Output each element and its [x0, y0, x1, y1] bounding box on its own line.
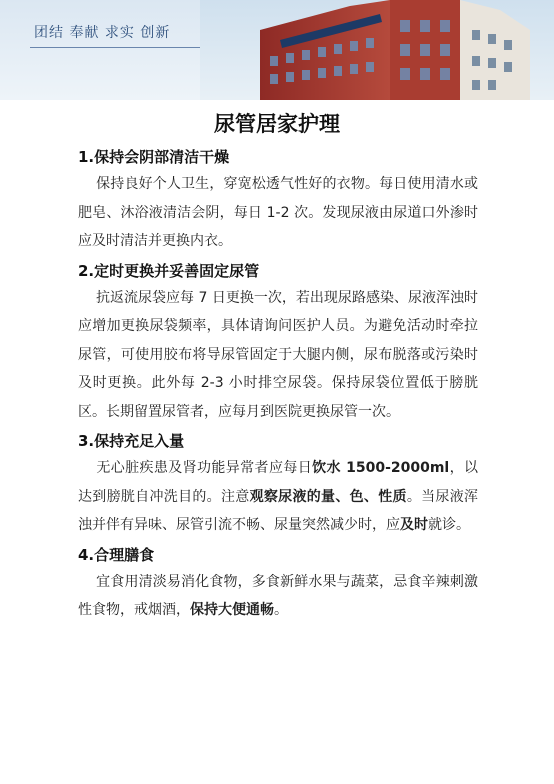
emphasis-text: 观察尿液的量、色、性质: [249, 488, 407, 505]
paragraph-text: 宜食用清淡易消化食物，多食新鲜水果与蔬菜，忌食辛辣刺激性食物，戒烟酒，: [78, 573, 478, 618]
paragraph-text: ，以达到膀胱自冲洗目的。注意: [78, 460, 479, 505]
section-paragraph: [78, 568, 478, 625]
slogan: 团结 奉献 求实 创新: [34, 25, 171, 41]
emphasis-text: 饮水 1500-2000ml: [312, 460, 450, 476]
section-paragraph: [78, 454, 478, 540]
paragraph-text: 无心脏疾患及肾功能异常者应每日: [96, 460, 313, 476]
paragraph-text: 保持良好个人卫生，穿宽松透气性好的衣物。每日使用清水或肥皂、沐浴液清洁会阴，每日 1-2 次。发现尿液由尿道口外渗时应及时清洁并更换内衣。: [78, 176, 478, 249]
paragraph-text: 。当尿液浑浊并伴有异味、尿管引流不畅、尿量突然减少时，应: [78, 488, 479, 533]
section-heading: 1.保持会阴部清洁干燥: [78, 148, 230, 166]
section-heading: 3.保持充足入量: [78, 432, 185, 450]
section-heading: 2.定时更换并妥善固定尿管: [78, 261, 260, 280]
emphasis-text: 及时: [400, 517, 428, 533]
hospital-building-image: [200, 0, 554, 100]
paragraph-text: 就诊。: [428, 517, 470, 533]
page-title: 尿管居家护理: [214, 112, 340, 136]
content-body: [78, 144, 478, 627]
paragraph-text: 抗返流尿袋应每 7 日更换一次，若出现尿路感染、尿液浑浊时应增加更换尿袋频率，具体请询问医护人员。为避免活动时牵拉尿管，可使用胶布将导尿管固定于大腿内侧，尿布脱落或污染时及时更换。此外每 2-3 小时排空尿袋。保持尿袋位置低于膀胱区。长期留置尿管者，应每月到医院更换尿管一次。: [78, 289, 478, 420]
paragraph-text: 。: [274, 602, 288, 618]
section-heading: 4.合理膳食: [78, 545, 155, 564]
header-banner: [0, 0, 554, 100]
emphasis-text: 保持大便通畅: [190, 602, 274, 618]
section-paragraph: [78, 170, 478, 256]
section-paragraph: [78, 284, 478, 427]
